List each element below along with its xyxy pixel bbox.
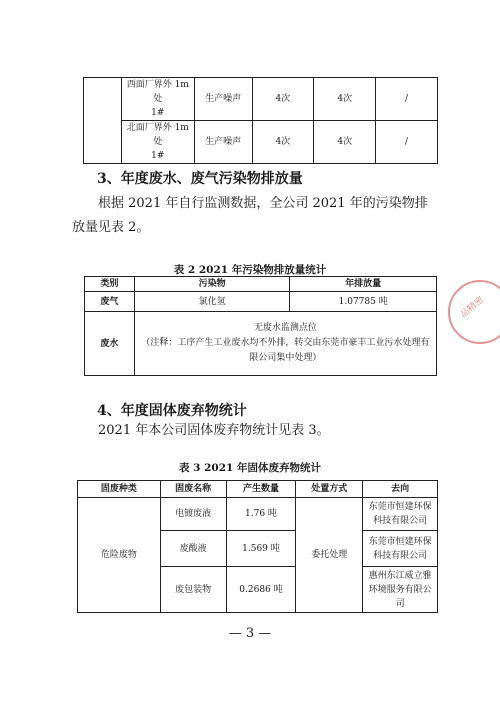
table1-freq: 4次 xyxy=(252,78,314,121)
table3-category: 危险废物 xyxy=(78,498,161,613)
table3-waste-name: 废包装物 xyxy=(160,567,226,613)
table2-category-water: 废水 xyxy=(85,312,135,376)
section4-heading: 4、年度固体废弃物统计 xyxy=(97,403,247,419)
table3-header: 固废名称 xyxy=(160,481,226,498)
table3-destination: 惠州东江威立雅环境服务有限公司 xyxy=(363,567,438,613)
table3-destination: 东莞市恒建环保科技有限公司 xyxy=(363,498,438,531)
table3-header: 产生数量 xyxy=(226,481,296,498)
table3-waste-name: 电镀废液 xyxy=(160,498,226,531)
table1-location: 北面厂界外 1m 处 1# xyxy=(121,121,194,164)
table2-caption: 表 2 2021 年污染物排放量统计 xyxy=(173,264,327,276)
table2-amount: 1.07785 吨 xyxy=(290,292,437,312)
table1-item: 生产噪声 xyxy=(194,78,252,121)
table3-header: 处置方式 xyxy=(296,481,363,498)
table2-header: 污染物 xyxy=(134,277,289,292)
table3-quantity: 0.2686 吨 xyxy=(226,567,296,613)
water-note-line1: 无废水监测点位 xyxy=(253,323,317,333)
table1-merged-cell xyxy=(84,78,122,164)
table3-header: 固废种类 xyxy=(78,481,161,498)
table1-location: 西面厂界外 1m 处 1# xyxy=(121,78,194,121)
table2-category-gas: 废气 xyxy=(85,292,135,312)
seal-mark: 品精密 xyxy=(458,295,487,321)
table3-quantity: 1.569 吨 xyxy=(226,531,296,567)
table1-remark: / xyxy=(376,78,438,121)
table1-remark: / xyxy=(376,121,438,164)
table1-item: 生产噪声 xyxy=(194,121,252,164)
table3-caption: 表 3 2021 年固体废弃物统计 xyxy=(179,462,321,474)
table1-freq: 4次 xyxy=(314,121,376,164)
solid-waste-table xyxy=(77,480,438,613)
table3-quantity: 1.76 吨 xyxy=(226,498,296,531)
section4-paragraph: 2021 年本公司固体废弃物统计见表 3。 xyxy=(98,423,330,438)
table3-disposal: 委托处理 xyxy=(296,498,363,613)
page-number: — 3 — xyxy=(228,626,272,641)
table2-water-note xyxy=(134,312,436,376)
water-note-line2: （注释：工序产生工业废水均不外排，转交由东莞市豪丰工业污水处理有限公司集中处理） xyxy=(141,338,430,363)
table3-header: 去向 xyxy=(363,481,438,498)
monitoring-table xyxy=(83,77,438,164)
table1-freq: 4次 xyxy=(314,78,376,121)
table2-header: 年排放量 xyxy=(290,277,437,292)
section3-paragraph: 根据 2021 年自行监测数据，全公司 2021 年的污染物排放量见表 2。 xyxy=(72,196,428,235)
company-seal xyxy=(448,280,500,344)
table3-destination: 东莞市恒建环保科技有限公司 xyxy=(363,531,438,567)
section3-heading: 3、年度废水、废气污染物排放量 xyxy=(97,171,303,187)
table3-waste-name: 废酸液 xyxy=(160,531,226,567)
table2-pollutant: 氯化氢 xyxy=(134,292,289,312)
emission-table xyxy=(84,276,437,376)
table2-header: 类别 xyxy=(85,277,135,292)
table1-freq: 4次 xyxy=(252,121,314,164)
